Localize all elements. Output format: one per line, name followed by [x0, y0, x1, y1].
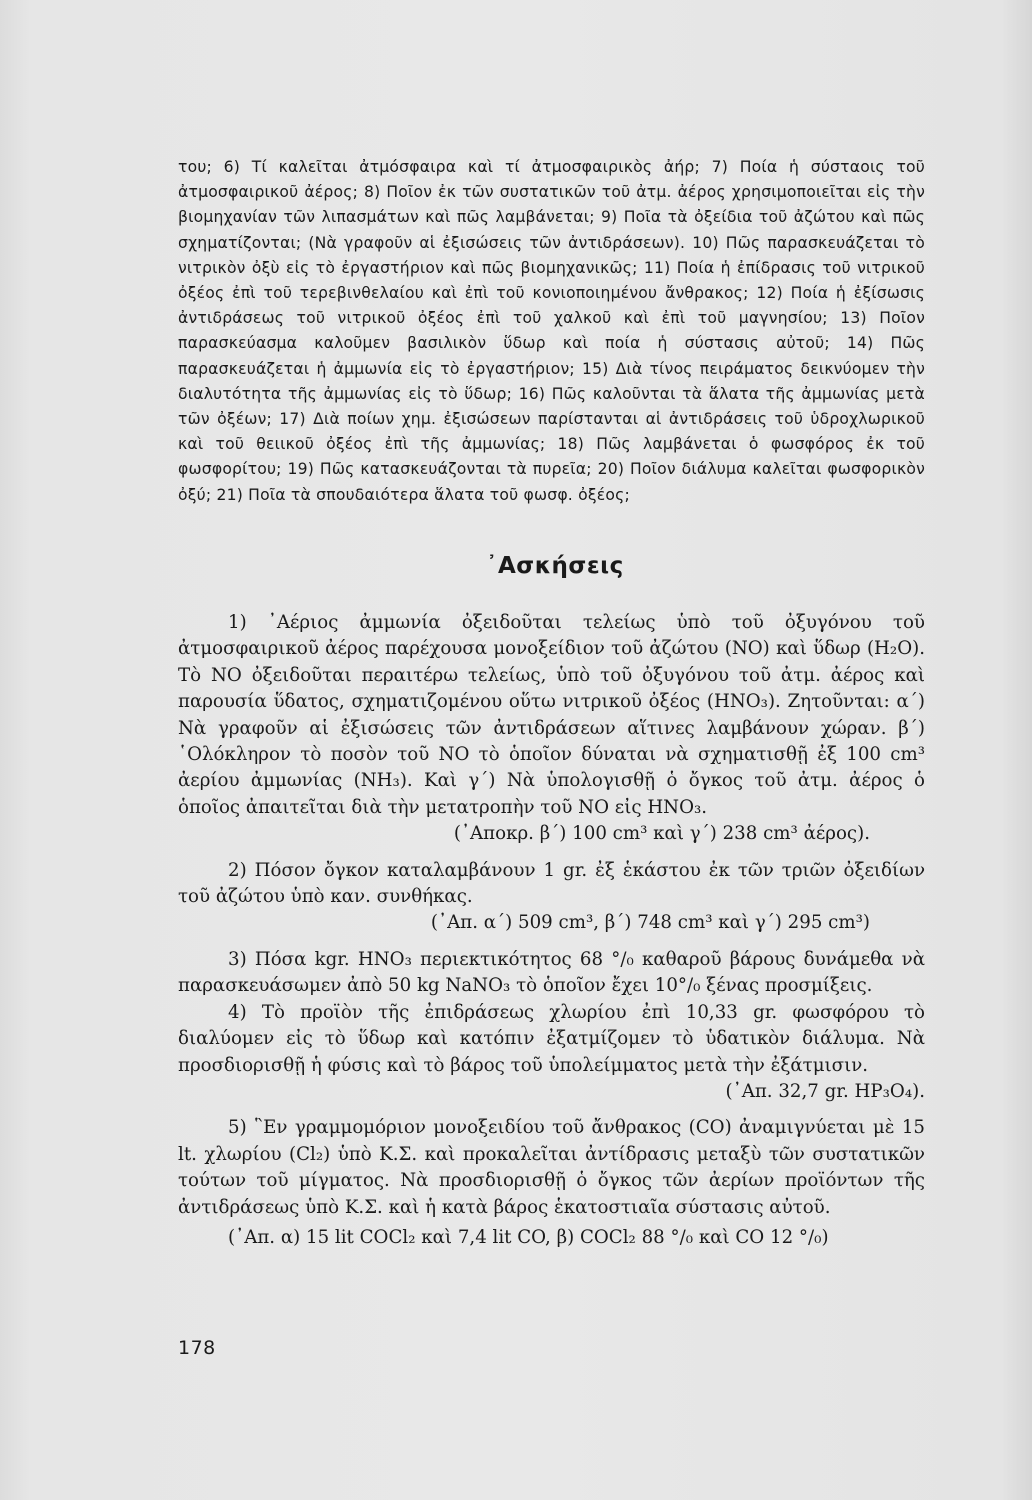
section-heading: ᾿Ασκήσεις: [486, 553, 624, 579]
exercise-1-answer: (᾿Αποκρ. β΄) 100 cm³ καὶ γ΄) 238 cm³ ἀέρος).: [453, 823, 870, 845]
exercises-list: [178, 610, 925, 1251]
exercise-2: 2) Πόσον ὄγκον καταλαμβάνουν 1 gr. ἐξ ἑκάστου ἐκ τῶν τριῶν ὀξειδίων τοῦ ἀζώτου ὑπὸ καν. συνθήκας.: [178, 859, 925, 908]
spacer: [178, 848, 925, 858]
exercise-4: 4) Τὸ προϊὸν τῆς ἐπιδράσεως χλωρίου ἐπὶ 10,33 gr. φωσφόρου τὸ διαλύομεν εἰς τὸ ὕδωρ καὶ κατόπιν ἐξατμίζομεν τὸ ὑδατικὸν διάλυμα. Νὰ προσδιορισθῇ ἡ φύσις καὶ τὸ βάρος τοῦ ὑπολείμματος μετὰ τὴν ἐξάτμισιν.: [178, 1001, 925, 1076]
spacer: [178, 937, 925, 947]
review-questions-paragraph: του; 6) Τί καλεῖται ἀτμόσφαιρα καὶ τί ἀτμοσφαιρικὸς ἀήρ; 7) Ποία ἡ σύσταοις τοῦ ἀτμοσφαιρικοῦ ἀέρος; 8) Ποῖον ἐκ τῶν συστατικῶν τοῦ ἀτμ. ἀέρος χρησιμοποιεῖται εἰς τὴν βιομηχανίαν τῶν λιπασμάτων καὶ πῶς λαμβάνεται; 9) Ποῖα τὰ ὀξείδια τοῦ ἀζώτου καὶ πῶς σχηματίζονται; (Νὰ γραφοῦν αἱ ἐξισώσεις τῶν ἀντιδράσεων). 10) Πῶς παρασκευάζεται τὸ νιτρικὸν ὀξὺ εἰς τὸ ἐργαστήριον καὶ πῶς βιομηχανικῶς; 11) Ποία ἡ ἐπίδρασις τοῦ νιτρικοῦ ὀξέος ἐπὶ τοῦ τερεβινθελαίου καὶ ἐπὶ τοῦ κονιοποιημένου ἄνθρακος; 12) Ποία ἡ ἐξίσωσις ἀντιδράσεως τοῦ νιτρικοῦ ὀξέος ἐπὶ τοῦ χαλκοῦ καὶ ἐπὶ τοῦ μαγνησίου; 13) Ποῖον παρασκεύασμα καλοῦμεν βασιλικὸν ὕδωρ καὶ ποία ἡ σύστασις αὐτοῦ; 14) Πῶς παρασκευάζεται ἡ ἀμμωνία εἰς τὸ ἐργαστήριον; 15) Διὰ τίνος πειράματος δεικνύομεν τὴν διαλυτότητα τῆς ἀμμωνίας εἰς τὸ ὕδωρ; 16) Πῶς καλοῦνται τὰ ἅλατα τῆς ἀμμωνίας μετὰ τῶν ὀξέων; 17) Διὰ ποίων χημ. ἐξισώσεων παρίστανται αἱ ἀντιδράσεις τοῦ ὑδροχλωρικοῦ καὶ τοῦ θειικοῦ ὀξέος ἐπὶ τῆς ἀμμωνίας; 18) Πῶς λαμβάνεται ὁ φωσφόρος ἐκ τοῦ φωσφορίτου; 19) Πῶς κατασκευάζονται τὰ πυρεῖα; 20) Ποῖον διάλυμα καλεῖται φωσφορικὸν ὀξύ; 21) Ποῖα τὰ σπουδαιότερα ἅλατα τοῦ φωσφ. ὀξέος;: [178, 158, 925, 504]
spacer: [178, 1105, 925, 1115]
exercise-2-answer: (᾿Απ. α΄) 509 cm³, β΄) 748 cm³ καὶ γ΄) 295 cm³): [430, 912, 870, 934]
exercise-4-answer: (᾿Απ. 32,7 gr. HP₃O₄).: [725, 1080, 925, 1102]
exercise-3: 3) Πόσα kgr. HNO₃ περιεκτικότητος 68 °/₀ καθαροῦ βάρους δυνάμεθα νὰ παρασκευάσωμεν ἀπὸ 50 kg NaNO₃ τὸ ὁποῖον ἔχει 10°/₀ ξένας προσμίξεις.: [178, 948, 925, 997]
exercise-1: 1) ᾿Αέριος ἀμμωνία ὀξειδοῦται τελείως ὑπὸ τοῦ ὀξυγόνου τοῦ ἀτμοσφαιρικοῦ ἀέρος παρέχουσα μονοξείδιον τοῦ ἀζώτου (NO) καὶ ὕδωρ (H₂O). Τὸ NO ὀξειδοῦται περαιτέρω τελείως, ὑπὸ τοῦ ὀξυγόνου τοῦ ἀτμ. ἀέρος καὶ παρουσία ὕδατος, σχηματιζομένου οὕτω νιτρικοῦ ὀξέος (HNO₃). Ζητοῦνται: α΄) Νὰ γραφοῦν αἱ ἐξισώσεις τῶν ἀντιδράσεων αἵτινες λαμβάνουν χώραν. β΄) ῾Ολόκληρον τὸ ποσὸν τοῦ NO τὸ ὁποῖον δύναται νὰ σχηματισθῇ ἐξ 100 cm³ ἀερίου ἀμμωνίας (NH₃). Καὶ γ΄) Νὰ ὑπολογισθῇ ὁ ὄγκος τοῦ ἀτμ. ἀέρος ὁ ὁποῖος ἀπαιτεῖται διὰ τὴν μετατροπὴν τοῦ NO εἰς HNO₃.: [178, 612, 925, 818]
exercise-5: 5) ῝Εν γραμμομόριον μονοξειδίου τοῦ ἄνθρακος (CO) ἀναμιγνύεται μὲ 15 lt. χλωρίου (Cl₂) ὑπὸ Κ.Σ. καὶ προκαλεῖται ἀντίδρασις μεταξὺ τῶν συστατικῶν τούτων τοῦ μίγματος. Νὰ προσδιορισθῇ ὁ ὄγκος τῶν ἀερίων προϊόντων τῆς ἀντιδράσεως ὑπὸ Κ.Σ. καὶ ἡ κατὰ βάρος ἑκατοστιαῖα σύστασις αὐτοῦ.: [178, 1117, 925, 1218]
exercise-5-answer: (᾿Απ. α) 15 lit COCl₂ καὶ 7,4 lit CO, β) COCl₂ 88 °/₀ καὶ CO 12 °/₀): [228, 1226, 829, 1248]
page-number: 178: [178, 1337, 216, 1359]
